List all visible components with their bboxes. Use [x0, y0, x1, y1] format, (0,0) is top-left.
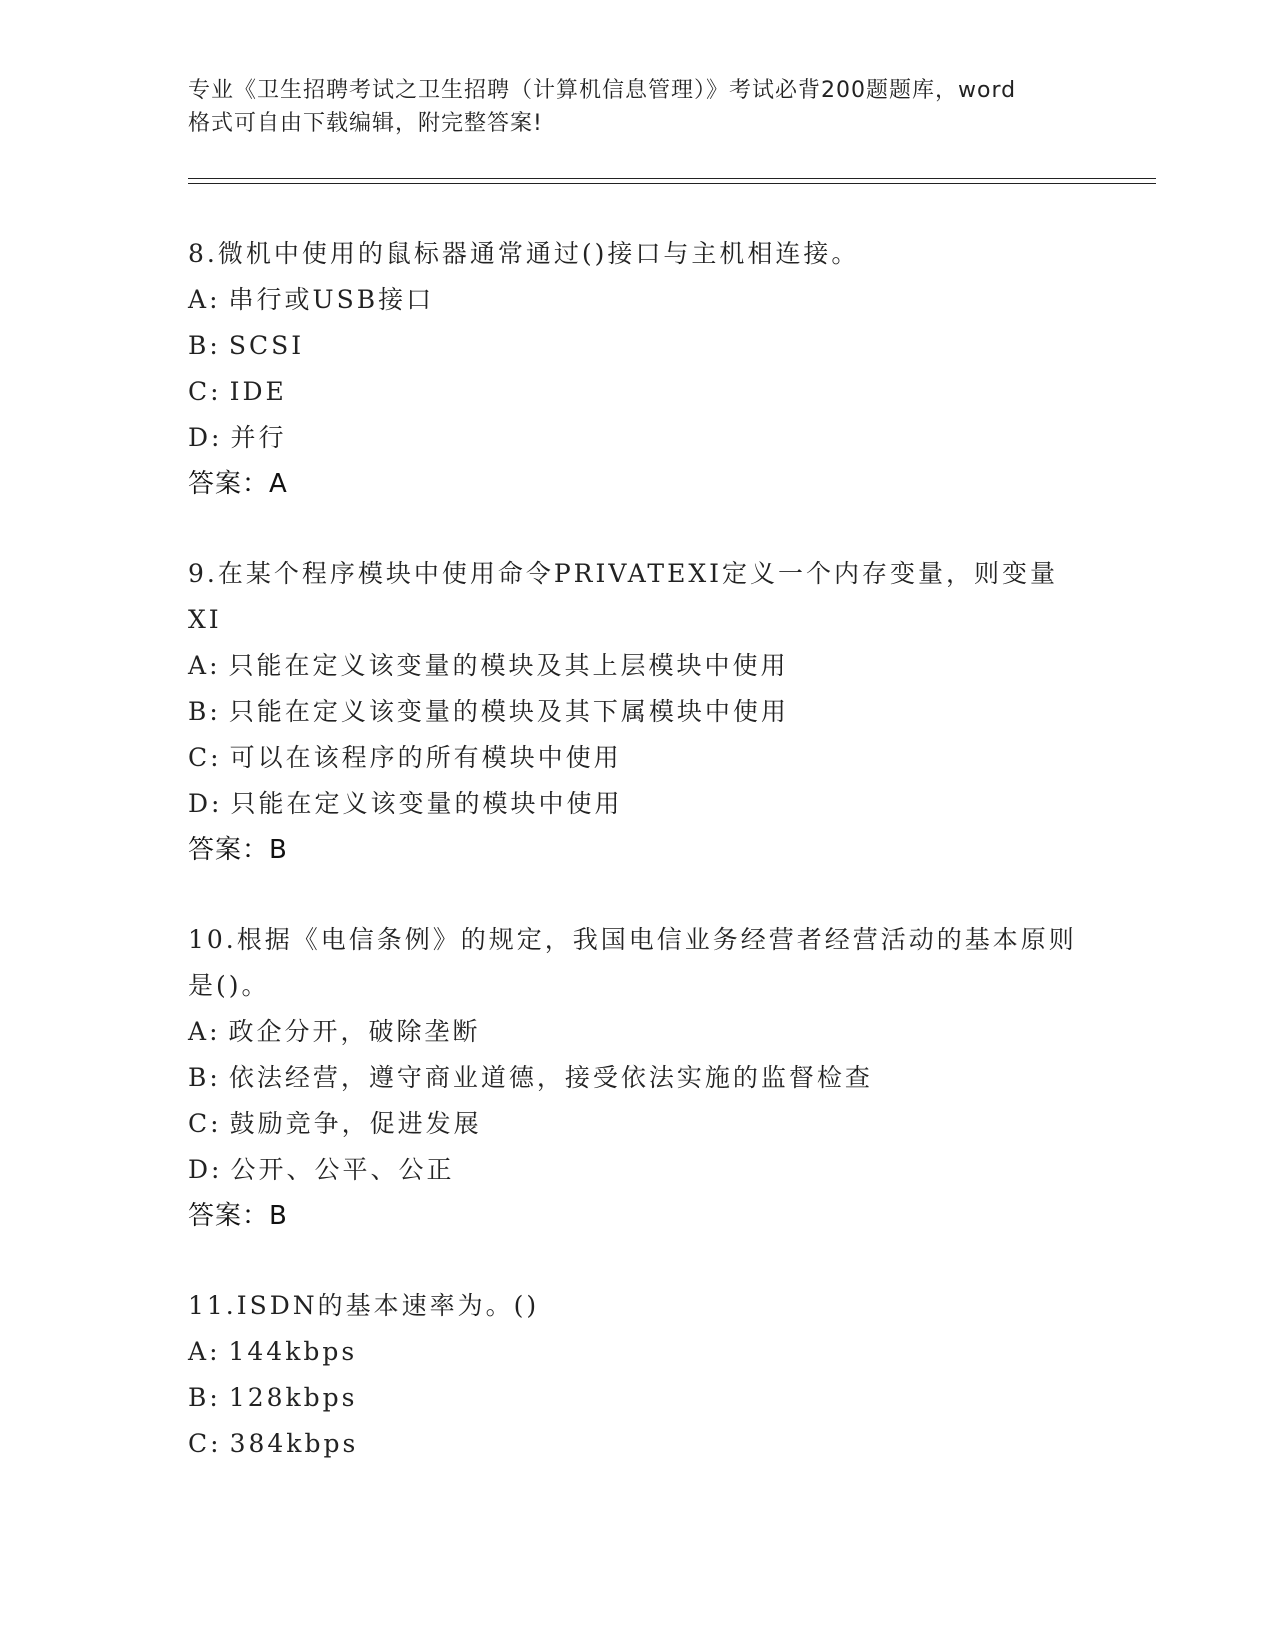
option-row [188, 1375, 1088, 1421]
option-letter: D [188, 789, 212, 818]
header-line-2: 格式可自由下载编辑，附完整答案! [188, 111, 543, 136]
option-separator: : [210, 743, 222, 772]
option-letter: A [188, 1337, 210, 1366]
question-list [188, 231, 1088, 1511]
option-row [188, 369, 1088, 415]
option-separator: : [209, 651, 221, 680]
question-block [188, 917, 1088, 1239]
option-letter: A [188, 651, 210, 680]
question-text: 8.微机中使用的鼠标器通常通过()接口与主机相连接。 [188, 239, 860, 268]
option-separator: : [209, 1017, 221, 1046]
option-separator: : [211, 423, 223, 452]
option-separator: : [209, 697, 221, 726]
question-text: 11.ISDN的基本速率为。() [188, 1291, 540, 1320]
question-block [188, 551, 1088, 873]
option-row [188, 1101, 1088, 1147]
document-header [188, 74, 1108, 140]
question-text: 9.在某个程序模块中使用命令PRIVATEXI定义一个内存变量，则变量XI [188, 559, 1059, 634]
option-row [188, 1329, 1088, 1375]
option-separator: : [209, 1337, 221, 1366]
option-text: 只能在定义该变量的模块及其上层模块中使用 [228, 651, 789, 680]
option-row [188, 643, 1088, 689]
option-letter: A [188, 1017, 210, 1046]
option-text: 串行或USB接口 [228, 285, 435, 314]
option-letter: B [188, 1383, 210, 1412]
option-row [188, 1147, 1088, 1193]
option-row [188, 735, 1088, 781]
option-separator: : [210, 1429, 222, 1458]
question-text: 10.根据《电信条例》的规定，我国电信业务经营者经营活动的基本原则是()。 [188, 925, 1077, 1000]
header-line-1: 专业《卫生招聘考试之卫生招聘（计算机信息管理）》考试必背200题题库，word [188, 78, 1017, 103]
option-letter: A [188, 285, 210, 314]
option-separator: : [210, 377, 222, 406]
question-block [188, 1283, 1088, 1467]
option-text: 128kbps [228, 1383, 358, 1412]
option-row [188, 1009, 1088, 1055]
option-text: 依法经营，遵守商业道德，接受依法实施的监督检查 [228, 1063, 873, 1092]
option-letter: B [188, 1063, 210, 1092]
answer-line: 答案：A [188, 469, 288, 499]
answer-line: 答案：B [188, 835, 288, 865]
option-text: 144kbps [228, 1337, 358, 1366]
option-separator: : [209, 331, 221, 360]
option-row [188, 1055, 1088, 1101]
option-text: 只能在定义该变量的模块中使用 [230, 789, 623, 818]
option-letter: B [188, 331, 210, 360]
option-text: 384kbps [229, 1429, 359, 1458]
option-letter: C [188, 377, 211, 406]
option-letter: D [188, 423, 212, 452]
question-block [188, 231, 1088, 507]
option-row [188, 781, 1088, 827]
option-separator: : [211, 789, 223, 818]
header-rule-bottom [188, 183, 1156, 184]
option-row [188, 1421, 1088, 1467]
option-text: 并行 [230, 423, 287, 452]
option-letter: C [188, 743, 211, 772]
option-letter: C [188, 1109, 211, 1138]
option-separator: : [211, 1155, 223, 1184]
header-rule-top [188, 178, 1156, 179]
option-separator: : [209, 1063, 221, 1092]
option-row [188, 415, 1088, 461]
option-letter: D [188, 1155, 212, 1184]
option-text: IDE [229, 377, 287, 406]
answer-line: 答案：B [188, 1201, 288, 1231]
option-letter: C [188, 1429, 211, 1458]
option-text: 可以在该程序的所有模块中使用 [229, 743, 622, 772]
option-separator: : [209, 1383, 221, 1412]
option-text: 政企分开，破除垄断 [228, 1017, 481, 1046]
option-row [188, 689, 1088, 735]
option-separator: : [210, 1109, 222, 1138]
option-row [188, 323, 1088, 369]
option-text: 公开、公平、公正 [230, 1155, 455, 1184]
option-text: 鼓励竞争，促进发展 [229, 1109, 482, 1138]
option-text: 只能在定义该变量的模块及其下属模块中使用 [228, 697, 789, 726]
option-letter: B [188, 697, 210, 726]
option-text: SCSI [228, 331, 305, 360]
option-separator: : [209, 285, 221, 314]
option-row [188, 277, 1088, 323]
